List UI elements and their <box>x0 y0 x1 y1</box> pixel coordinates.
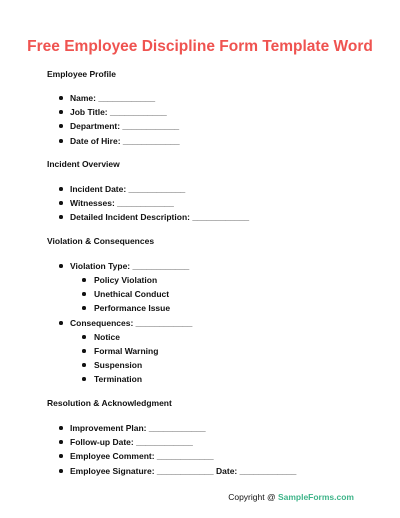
bullet-icon <box>59 139 63 143</box>
brand-link[interactable]: SampleForms.com <box>277 492 354 502</box>
bullet-icon <box>82 278 86 282</box>
bullet-icon <box>82 377 86 381</box>
option-performance-issue[interactable]: Performance Issue <box>94 303 171 313</box>
bullet-icon <box>82 306 86 310</box>
bullet-icon <box>59 215 63 219</box>
bullet-icon <box>82 335 86 339</box>
field-violation-type[interactable]: Violation Type: ____________ <box>70 261 190 271</box>
field-improvement-plan[interactable]: Improvement Plan: ____________ <box>70 423 206 433</box>
field-consequences[interactable]: Consequences: ____________ <box>70 318 193 328</box>
bullet-icon <box>59 264 63 268</box>
bullet-icon <box>59 124 63 128</box>
bullet-icon <box>59 469 63 473</box>
bullet-icon <box>59 96 63 100</box>
bullet-icon <box>82 363 86 367</box>
section-heading-resolution-acknowledgment: Resolution & Acknowledgment <box>47 398 172 408</box>
copyright-prefix: Copyright @ <box>228 492 278 502</box>
bullet-icon <box>59 321 63 325</box>
section-heading-employee-profile: Employee Profile <box>47 69 116 79</box>
field-name[interactable]: Name: ____________ <box>70 93 156 103</box>
option-policy-violation[interactable]: Policy Violation <box>94 275 158 285</box>
option-formal-warning[interactable]: Formal Warning <box>94 346 159 356</box>
option-termination[interactable]: Termination <box>94 374 143 384</box>
option-notice[interactable]: Notice <box>94 332 120 342</box>
bullet-icon <box>59 110 63 114</box>
option-unethical-conduct[interactable]: Unethical Conduct <box>94 289 170 299</box>
field-incident-date[interactable]: Incident Date: ____________ <box>70 184 186 194</box>
field-witnesses[interactable]: Witnesses: ____________ <box>70 198 174 208</box>
bullet-icon <box>59 440 63 444</box>
bullet-icon <box>59 454 63 458</box>
field-department[interactable]: Department: ____________ <box>70 121 180 131</box>
field-follow-up-date[interactable]: Follow-up Date: ____________ <box>70 437 193 447</box>
bullet-icon <box>82 349 86 353</box>
bullet-icon <box>59 426 63 430</box>
field-incident-description[interactable]: Detailed Incident Description: ____________ <box>70 212 250 222</box>
field-job-title[interactable]: Job Title: ____________ <box>70 107 167 117</box>
section-heading-incident-overview: Incident Overview <box>47 159 120 169</box>
option-suspension[interactable]: Suspension <box>94 360 143 370</box>
page-title: Free Employee Discipline Form Template Word <box>27 38 373 55</box>
section-heading-violation-consequences: Violation & Consequences <box>47 236 155 246</box>
field-employee-signature-date[interactable]: Employee Signature: ____________ Date: ____________ <box>70 466 297 476</box>
bullet-icon <box>59 187 63 191</box>
copyright-footer <box>228 492 354 502</box>
bullet-icon <box>82 292 86 296</box>
field-date-of-hire[interactable]: Date of Hire: ____________ <box>70 136 180 146</box>
field-employee-comment[interactable]: Employee Comment: ____________ <box>70 451 214 461</box>
bullet-icon <box>59 201 63 205</box>
